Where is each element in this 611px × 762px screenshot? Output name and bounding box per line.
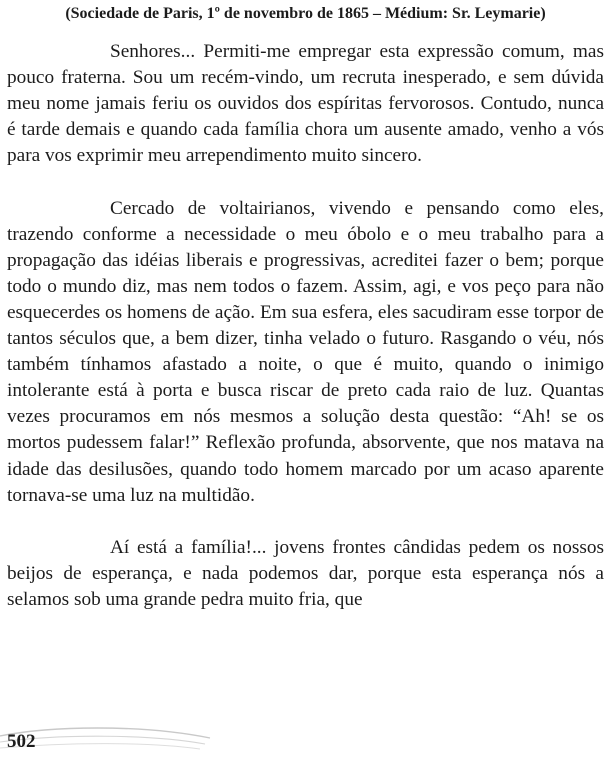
session-header: (Sociedade de Paris, 1º de novembro de 1865 – Médium: Sr. Leymarie): [65, 5, 546, 22]
paragraph-2: Cercado de voltairianos, vivendo e pensando como eles, trazendo conforme a necessidade o meu óbolo e o meu trabalho para a propagação das idéias liberais e progressivas, acreditei fazer o bem; porque todo o mundo diz, mas nem todos o fazem. Assim, agi, e vos peço para não esquecerdes os homens de ação. Em sua esfera, eles sacudiram esse torpor de tantos séculos que, a bem dizer, tinha velado o futuro. Rasgando o véu, nós também tínhamos afastado a noite, o que é muito, quando o inimigo intolerante está à porta e busca riscar de preto cada raio de luz. Quantas vezes procuramos em nós mesmos a solução desta questão: “Ah! se os mortos pudessem falar!” Reflexão profunda, absorvente, que nos matava na idade das desilusões, quando todo homem marcado por um acaso aparente tornava-se uma luz na multidão.: [7, 197, 604, 506]
page-number: 502: [7, 731, 36, 752]
paragraph-3: Aí está a família!... jovens frontes cândidas pedem os nossos beijos de esperança, e nada podemos dar, porque esta esperança nós a selamos sob uma grande pedra muito fria, que: [7, 536, 604, 610]
body-text: [7, 39, 604, 639]
paragraph-1: Senhores... Permiti-me empregar esta expressão comum, mas pouco fraterna. Sou um recém-vindo, um recruta inesperado, e sem dúvida meu nome jamais feriu os ouvidos dos espíritas fervorosos. Contudo, nunca é tarde demais e quando cada família chora um ausente amado, venho a vós para vos exprimir meu arrependimento muito sincero.: [7, 41, 604, 167]
